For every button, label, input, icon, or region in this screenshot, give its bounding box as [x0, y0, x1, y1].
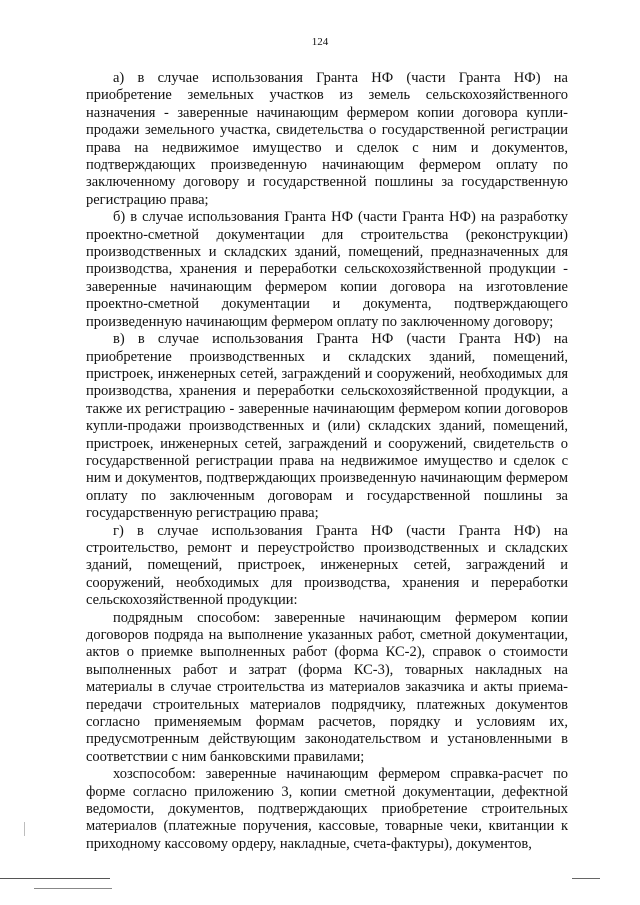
paragraph-v: в) в случае использования Гранта НФ (части Гранта НФ) на приобретение производственных и складских зданий, помещений, пристроек, инженерных сетей, заграждений и сооружений, необходимых для производства, хранения и переработки сельскохозяйственной продукции, а также их регистрацию - заверенные начинающим фермером копии договоров купли-продажи производственных и (или) складских зданий, помещений, пристроек, инженерных сетей, заграждений и сооружений, свидетельств о государственной регистрации права на недвижимое имущество и сделок с ним и документов, подтверждающих произведенную начинающим фермером оплату по заключенным договорам и государственной пошлины за государственную регистрацию права; — [86, 331, 568, 522]
footer-rule — [0, 878, 110, 879]
paragraph-g: г) в случае использования Гранта НФ (части Гранта НФ) на строительство, ремонт и переустройство производственных и складских зданий, помещений, пристроек, инженерных сетей, заграждений и сооружений, необходимых для производства, хранения и переработки сельскохозяйственной продукции: — [86, 522, 568, 609]
document-body — [86, 70, 568, 853]
paragraph-a: а) в случае использования Гранта НФ (части Гранта НФ) на приобретение земельных участков из земель сельскохозяйственного назначения - заверенные начинающим фермером копии договора купли-продажи земельного участка, свидетельства о государственной регистрации права на недвижимое имущество и сделок с ним и документов, подтверждающих произведенную начинающим фермером оплату по заключенному договору и государственной пошлины за государственную регистрацию права; — [86, 70, 568, 208]
corner-mark — [572, 878, 600, 879]
paragraph-own-method: хозспособом: заверенные начинающим фермером справка-расчет по форме согласно приложению 3, копии сметной документации, дефектной ведомости, документов, подтверждающих приобретение строительных материалов (платежные поручения, кассовые, товарные чеки, квитанции к приходному кассовому ордеру, накладные, счета-фактуры), документов, — [86, 766, 568, 852]
footer-rule-secondary — [34, 888, 112, 889]
paragraph-b: б) в случае использования Гранта НФ (части Гранта НФ) на разработку проектно-сметной документации для строительства (реконструкции) производственных и складских зданий, помещений, предназначенных для производства, хранения и переработки сельскохозяйственной продукции - заверенные начинающим фермером копии договора на изготовление проектно-сметной документации и документа, подтверждающего произведенную начинающим фермером оплату по заключенному договору; — [86, 209, 568, 330]
margin-mark — [24, 822, 25, 836]
paragraph-contract-method: подрядным способом: заверенные начинающим фермером копии договоров подряда на выполнение указанных работ, сметной документации, актов о приемке выполненных работ (форма КС-2), справок о стоимости выполненных работ и затрат (форма КС-3), товарных накладных на материалы в случае строительства из материалов заказчика и акты приема-передачи строительных материалов подрядчику, платежных документов согласно применяемым формам расчетов, порядку и условиям их, предусмотренным действующим законодательством и установленными в соответствии с ним банковскими правилами; — [86, 609, 568, 765]
page-number: 124 — [311, 36, 329, 48]
